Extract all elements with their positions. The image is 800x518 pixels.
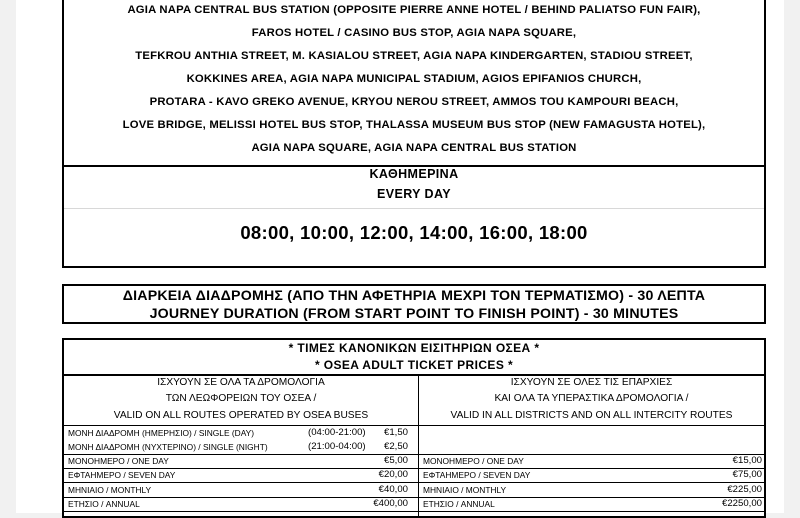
fare-label: ΜΗΝΙΑΙΟ / MONTHLY bbox=[68, 485, 152, 495]
fare-price: €15,00 bbox=[732, 455, 762, 466]
fare-label: ΜΟΝΗ ΔΙΑΔΡΟΜΗ (ΗΜΕΡΗΣΙΟ) / SINGLE (DAY) bbox=[68, 428, 255, 438]
route-line: LOVE BRIDGE, MELISSI HOTEL BUS STOP, THALASSA MUSEUM BUS STOP (NEW FAMAGUSTA HOTEL), bbox=[122, 119, 706, 131]
fare-label: ΕΤΗΣΙΟ / ANNUAL bbox=[68, 499, 140, 509]
journey-duration-box bbox=[62, 284, 766, 324]
fare-price: €75,00 bbox=[732, 469, 762, 480]
right-header-line: ΙΣΧΥΟΥΝ ΣΕ ΟΛΕΣ ΤΙΣ ΕΠΑΡΧΙΕΣ bbox=[510, 377, 673, 388]
document-page bbox=[16, 0, 784, 513]
right-header-line: VALID IN ALL DISTRICTS AND ON ALL INTERCITY ROUTES bbox=[450, 410, 733, 421]
fare-label: ΜΗΝΙΑΙΟ / MONTHLY bbox=[423, 485, 507, 495]
departure-times: 08:00, 10:00, 12:00, 14:00, 16:00, 18:00 bbox=[240, 222, 588, 243]
fare-label: ΜΟΝΟΗΜΕΡΟ / ONE DAY bbox=[423, 456, 524, 466]
route-line: FAROS HOTEL / CASINO BUS STOP, AGIA NAPA SQUARE, bbox=[251, 27, 577, 39]
fare-hours: (21:00-04:00) bbox=[308, 441, 366, 452]
fare-label: ΕΤΗΣΙΟ / ANNUAL bbox=[423, 499, 495, 509]
days-label-greek: ΚΑΘΗΜΕΡΙΝΑ bbox=[369, 167, 459, 181]
fare-price: €5,00 bbox=[383, 455, 408, 466]
route-line: AGIA NAPA SQUARE, AGIA NAPA CENTRAL BUS STATION bbox=[251, 142, 577, 154]
left-header-line: VALID ON ALL ROUTES OPERATED BY OSEA BUSES bbox=[113, 410, 369, 421]
table-row-divider bbox=[64, 497, 764, 498]
duration-greek: ΔΙΑΡΚΕΙΑ ΔΙΑΔΡΟΜΗΣ (ΑΠΟ ΤΗΝ ΑΦΕΤΗΡΙΑ ΜΕΧΡΙ ΤΟΝ ΤΕΡΜΑΤΙΣΜΟ) - 30 ΛΕΠΤΑ bbox=[122, 288, 706, 304]
prices-title-greek: * ΤΙΜΕΣ ΚΑΝΟΝΙΚΩΝ ΕΙΣΙΤΗΡΙΩΝ ΟΣΕΑ * bbox=[288, 341, 540, 355]
right-header-line: ΚΑΙ ΟΛΑ ΤΑ ΥΠΕΡΑΣΤΙΚΑ ΔΡΟΜΟΛΟΓΙΑ / bbox=[494, 393, 689, 404]
route-line: TEFKROU ANTHIA STREET, M. KASIALOU STREET, AGIA NAPA KINDERGARTEN, STADIOU STREET, bbox=[135, 50, 693, 62]
table-row-divider bbox=[419, 454, 764, 455]
route-line: PROTARA - KAVO GREKO AVENUE, KRYOU NEROU STREET, AMMOS TOU KAMPOURI BEACH, bbox=[149, 96, 679, 108]
table-row-divider bbox=[64, 468, 764, 469]
divider bbox=[64, 374, 764, 376]
fare-price: €1,50 bbox=[383, 427, 408, 438]
route-stops-list bbox=[64, 0, 764, 165]
table-row-divider bbox=[64, 482, 764, 483]
left-header-line: ΤΩΝ ΛΕΩΦΟΡΕΙΩΝ ΤΟΥ ΟΣΕΑ / bbox=[165, 393, 317, 404]
ticket-prices-box bbox=[62, 338, 766, 518]
left-header-line: ΙΣΧΥΟΥΝ ΣΕ ΟΛΑ ΤΑ ΔΡΟΜΟΛΟΓΙΑ bbox=[157, 377, 325, 388]
route-line: AGIA NAPA CENTRAL BUS STATION (OPPOSITE PIERRE ANNE HOTEL / BEHIND PALIATSO FUN FAIR), bbox=[127, 4, 701, 16]
prices-title-english: * OSEA ADULT TICKET PRICES * bbox=[314, 358, 514, 372]
fare-price: €2250,00 bbox=[721, 498, 762, 509]
fare-hours: (04:00-21:00) bbox=[308, 427, 366, 438]
fare-price: €40,00 bbox=[378, 484, 408, 495]
fare-price: €2,50 bbox=[383, 441, 408, 452]
table-row-divider bbox=[64, 511, 764, 512]
fare-price: €20,00 bbox=[378, 469, 408, 480]
route-schedule-box bbox=[62, 0, 766, 268]
divider bbox=[64, 208, 764, 209]
table-row-divider bbox=[64, 425, 764, 426]
fare-label: ΕΦΤΑΗΜΕΡΟ / SEVEN DAY bbox=[68, 470, 176, 480]
fare-label: ΜΟΝΗ ΔΙΑΔΡΟΜΗ (ΝΥΧΤΕΡΙΝΟ) / SINGLE (NIGHT) bbox=[68, 442, 268, 452]
duration-english: JOURNEY DURATION (FROM START POINT TO FINISH POINT) - 30 MINUTES bbox=[149, 306, 679, 322]
fare-price: €225,00 bbox=[727, 484, 762, 495]
fare-price: €400,00 bbox=[373, 498, 408, 509]
fare-label: ΕΦΤΑΗΜΕΡΟ / SEVEN DAY bbox=[423, 470, 531, 480]
days-label-english: EVERY DAY bbox=[376, 187, 451, 201]
fare-label: ΜΟΝΟΗΜΕΡΟ / ONE DAY bbox=[68, 456, 169, 466]
table-row-divider bbox=[64, 454, 418, 455]
route-line: KOKKINES AREA, AGIA NAPA MUNICIPAL STADIUM, AGIOS EPIFANIOS CHURCH, bbox=[186, 73, 642, 85]
